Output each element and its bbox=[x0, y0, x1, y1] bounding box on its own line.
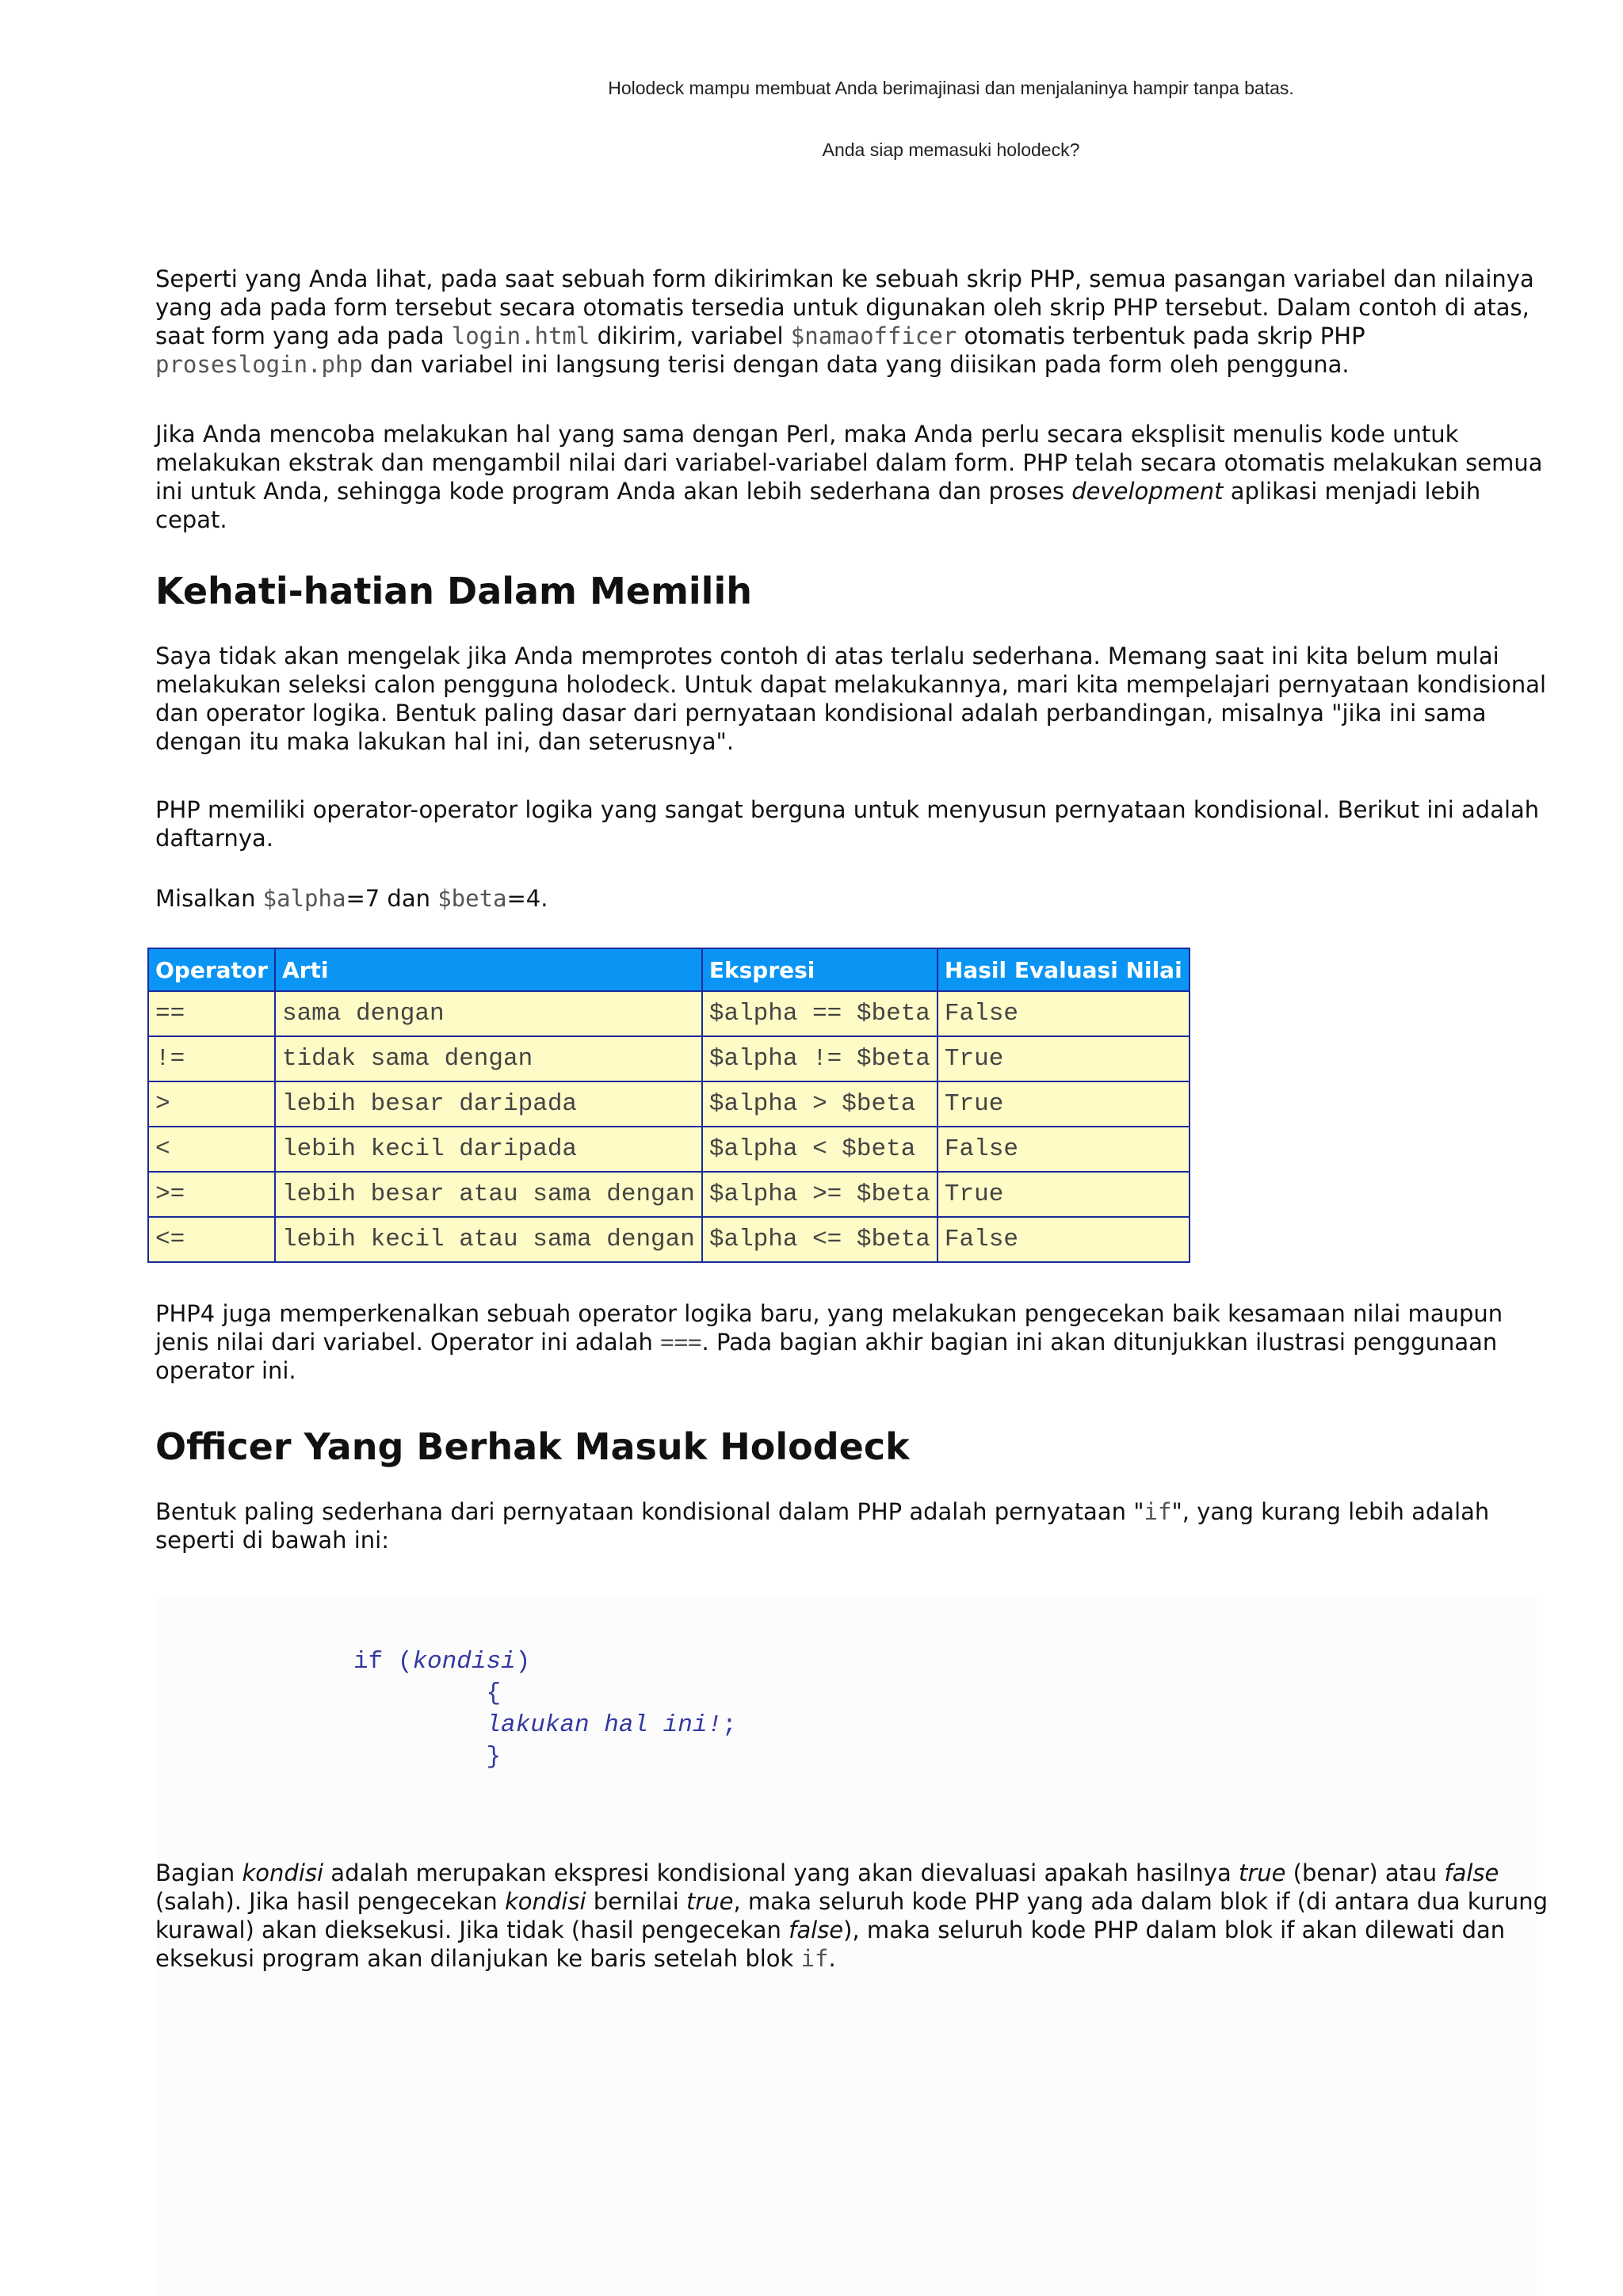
cell-hasil: False bbox=[938, 1127, 1190, 1172]
header-arti: Arti bbox=[275, 948, 702, 991]
header-operator: Operator bbox=[148, 948, 275, 991]
code-keyword-if: if bbox=[353, 1648, 384, 1676]
inline-code-namaofficer: $namaofficer bbox=[790, 322, 957, 349]
inline-code-alpha: $alpha bbox=[262, 885, 346, 912]
cell-arti: lebih besar atau sama dengan bbox=[275, 1172, 702, 1217]
cell-arti: lebih besar daripada bbox=[275, 1081, 702, 1127]
table-header-row bbox=[148, 948, 1190, 991]
main-content bbox=[155, 265, 1550, 1973]
cell-operator: < bbox=[148, 1127, 275, 1172]
table-row bbox=[148, 1217, 1190, 1262]
table-row bbox=[148, 1036, 1190, 1081]
section-heading-officer: Officer Yang Berhak Masuk Holodeck bbox=[155, 1425, 910, 1468]
code-statement: lakukan hal ini! bbox=[486, 1711, 723, 1739]
paragraph-if-statement: Bentuk paling sederhana dari pernyataan kondisional dalam PHP adalah pernyataan "if", yang kurang lebih adalah seperti di bawah ini: bbox=[155, 1498, 1490, 1554]
cell-ekspresi: $alpha < $beta bbox=[702, 1127, 938, 1172]
table-row bbox=[148, 1172, 1190, 1217]
intro-line-2: Anda siap memasuki holodeck? bbox=[822, 139, 1080, 160]
section-heading-kehati-hatian: Kehati-hatian Dalam Memilih bbox=[155, 570, 752, 612]
operators-table bbox=[147, 948, 1190, 1263]
paragraph-php4-operator: PHP4 juga memperkenalkan sebuah operator logika baru, yang melakukan pengecekan baik kesamaan nilai maupun jenis nilai dari variabel. Operator ini adalah ===. Pada bagian akhir bagian ini akan ditunjukkan ilustrasi penggunaan operator ini. bbox=[155, 1300, 1503, 1384]
inline-code-beta: $beta bbox=[437, 885, 507, 912]
cell-hasil: True bbox=[938, 1036, 1190, 1081]
cell-hasil: True bbox=[938, 1172, 1190, 1217]
table-row bbox=[148, 1127, 1190, 1172]
paragraph-conditional-intro: Saya tidak akan mengelak jika Anda memprotes contoh di atas terlalu sederhana. Memang saat ini kita belum mulai melakukan seleksi calon pengguna holodeck. Untuk dapat melakukannya, mari kita mempelajari pernyataan kondisional dan operator logika. Bentuk paling dasar dari pernyataan kondisional adalah perbandingan, misalnya "jika ini sama dengan itu maka lakukan hal ini, dan seterusnya". bbox=[155, 643, 1547, 755]
inline-code-if-block: if bbox=[800, 1945, 829, 1972]
inline-code-identity-operator: === bbox=[660, 1329, 702, 1356]
code-condition: kondisi bbox=[412, 1648, 516, 1676]
paragraph-form-variables: Seperti yang Anda lihat, pada saat sebuah form dikirimkan ke sebuah skrip PHP, semua pasangan variabel dan nilainya yang ada pada form tersebut secara otomatis tersedia untuk digunakan oleh skrip PHP tersebut. Dalam contoh di atas, saat form yang ada pada login.html dikirim, variabel $namaofficer otomatis terbentuk pada skrip PHP proseslogin.php dan variabel ini langsung terisi dengan data yang diisikan pada form oleh pengguna. bbox=[155, 265, 1534, 378]
paragraph-example-values: Misalkan $alpha=7 dan $beta=4. bbox=[155, 885, 548, 912]
paragraph-perl-comparison: Jika Anda mencoba melakukan hal yang sama dengan Perl, maka Anda perlu secara eksplisit menulis kode untuk melakukan ekstrak dan mengambil nilai dari variabel-variabel dalam form. PHP telah secara otomatis melakukan semua ini untuk Anda, sehingga kode program Anda akan lebih sederhana dan proses development aplikasi menjadi lebih cepat. bbox=[155, 421, 1543, 533]
cell-hasil: True bbox=[938, 1081, 1190, 1127]
cell-operator: != bbox=[148, 1036, 275, 1081]
inline-code-if: if bbox=[1144, 1498, 1172, 1525]
table-row bbox=[148, 991, 1190, 1036]
cell-arti: lebih kecil atau sama dengan bbox=[275, 1217, 702, 1262]
cell-ekspresi: $alpha >= $beta bbox=[702, 1172, 938, 1217]
cell-operator: > bbox=[148, 1081, 275, 1127]
intro-line-1: Holodeck mampu membuat Anda berimajinasi dan menjalaninya hampir tanpa batas. bbox=[608, 78, 1294, 98]
table-row bbox=[148, 1081, 1190, 1127]
paragraph-condition-explanation: Bagian kondisi adalah merupakan ekspresi kondisional yang akan dievaluasi apakah hasilnya true (benar) atau false (salah). Jika hasil pengecekan kondisi bernilai true, maka seluruh kode PHP yang ada dalam blok if (di antara dua kurung kurawal) akan dieksekusi. Jika tidak (hasil pengecekan false), maka seluruh kode PHP dalam blok if akan dilewati dan eksekusi program akan dilanjukan ke baris setelah blok if. bbox=[155, 1859, 1549, 1972]
inline-code-proseslogin: proseslogin.php bbox=[155, 351, 363, 378]
cell-ekspresi: $alpha > $beta bbox=[702, 1081, 938, 1127]
cell-arti: lebih kecil daripada bbox=[275, 1127, 702, 1172]
inline-code-login-html: login.html bbox=[451, 322, 590, 349]
cell-ekspresi: $alpha == $beta bbox=[702, 991, 938, 1036]
cell-ekspresi: $alpha <= $beta bbox=[702, 1217, 938, 1262]
code-if-example: if (kondisi) { lakukan hal ini!; } bbox=[353, 1648, 737, 1771]
cell-hasil: False bbox=[938, 991, 1190, 1036]
code-open-brace: { bbox=[486, 1680, 502, 1707]
paragraph-logic-operators: PHP memiliki operator-operator logika yang sangat berguna untuk menyusun pernyataan kondisional. Berikut ini adalah daftarnya. bbox=[155, 796, 1540, 852]
cell-operator: == bbox=[148, 991, 275, 1036]
cell-ekspresi: $alpha != $beta bbox=[702, 1036, 938, 1081]
header-ekspresi: Ekspresi bbox=[702, 948, 938, 991]
cell-operator: <= bbox=[148, 1217, 275, 1262]
code-block bbox=[155, 1554, 1550, 1835]
header-hasil: Hasil Evaluasi Nilai bbox=[938, 948, 1190, 991]
code-close-brace: } bbox=[486, 1743, 502, 1771]
cell-operator: >= bbox=[148, 1172, 275, 1217]
cell-hasil: False bbox=[938, 1217, 1190, 1262]
cell-arti: sama dengan bbox=[275, 991, 702, 1036]
cell-arti: tidak sama dengan bbox=[275, 1036, 702, 1081]
